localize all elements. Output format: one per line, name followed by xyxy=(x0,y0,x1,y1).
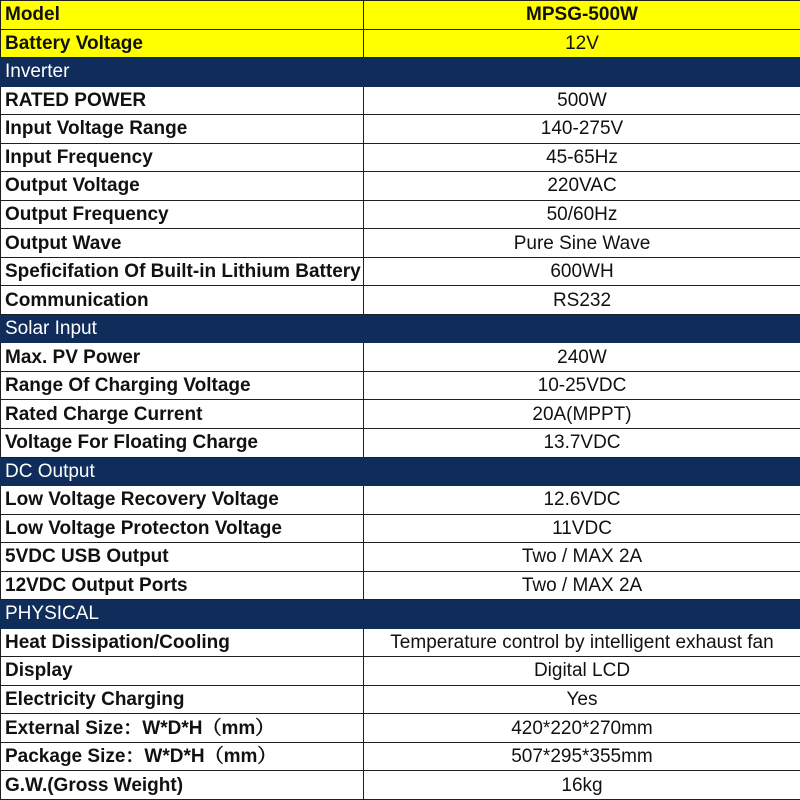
spec-value: Two / MAX 2A xyxy=(364,571,800,600)
spec-table-body xyxy=(1,1,800,800)
model-label: Model xyxy=(1,1,364,30)
section-title: DC Output xyxy=(1,457,800,486)
spec-row xyxy=(1,543,800,572)
spec-label: Communication xyxy=(1,286,364,315)
spec-label: Output Frequency xyxy=(1,200,364,229)
model-row xyxy=(1,1,800,30)
spec-label: Package Size：W*D*H（mm） xyxy=(1,742,364,771)
spec-value: Yes xyxy=(364,685,800,714)
spec-row xyxy=(1,115,800,144)
spec-label: External Size：W*D*H（mm） xyxy=(1,714,364,743)
spec-row xyxy=(1,229,800,258)
spec-label: Low Voltage Protecton Voltage xyxy=(1,514,364,543)
spec-value: 420*220*270mm xyxy=(364,714,800,743)
spec-row xyxy=(1,714,800,743)
spec-row xyxy=(1,200,800,229)
section-title: PHYSICAL xyxy=(1,600,800,629)
spec-value: 500W xyxy=(364,86,800,115)
model-value: MPSG-500W xyxy=(364,1,800,30)
spec-value: 600WH xyxy=(364,257,800,286)
spec-value: Digital LCD xyxy=(364,657,800,686)
spec-row xyxy=(1,771,800,800)
spec-label: Rated Charge Current xyxy=(1,400,364,429)
spec-row xyxy=(1,143,800,172)
spec-row xyxy=(1,86,800,115)
spec-label: Output Voltage xyxy=(1,172,364,201)
spec-label: Speficifation Of Built-in Lithium Battery xyxy=(1,257,364,286)
spec-value: Pure Sine Wave xyxy=(364,229,800,258)
spec-value: Temperature control by intelligent exhaust fan xyxy=(364,628,800,657)
spec-value: 240W xyxy=(364,343,800,372)
spec-label: Heat Dissipation/Cooling xyxy=(1,628,364,657)
spec-value: 50/60Hz xyxy=(364,200,800,229)
spec-value: 20A(MPPT) xyxy=(364,400,800,429)
spec-label: Voltage For Floating Charge xyxy=(1,428,364,457)
spec-row xyxy=(1,257,800,286)
spec-label: Max. PV Power xyxy=(1,343,364,372)
spec-value: 11VDC xyxy=(364,514,800,543)
battery-voltage-value: 12V xyxy=(364,29,800,58)
spec-value: 16kg xyxy=(364,771,800,800)
spec-row xyxy=(1,742,800,771)
spec-row xyxy=(1,371,800,400)
spec-label: Input Voltage Range xyxy=(1,115,364,144)
section-title: Solar Input xyxy=(1,314,800,343)
spec-row xyxy=(1,685,800,714)
section-header-dc-output xyxy=(1,457,800,486)
spec-row xyxy=(1,514,800,543)
spec-value: 10-25VDC xyxy=(364,371,800,400)
section-header-physical xyxy=(1,600,800,629)
spec-label: Electricity Charging xyxy=(1,685,364,714)
spec-label: RATED POWER xyxy=(1,86,364,115)
spec-value: 13.7VDC xyxy=(364,428,800,457)
spec-row xyxy=(1,343,800,372)
spec-row xyxy=(1,400,800,429)
spec-value: Two / MAX 2A xyxy=(364,543,800,572)
spec-label: G.W.(Gross Weight) xyxy=(1,771,364,800)
spec-value: 45-65Hz xyxy=(364,143,800,172)
spec-row xyxy=(1,428,800,457)
section-header-solar-input xyxy=(1,314,800,343)
spec-value: 12.6VDC xyxy=(364,486,800,515)
spec-label: Input Frequency xyxy=(1,143,364,172)
spec-row xyxy=(1,286,800,315)
spec-value: 220VAC xyxy=(364,172,800,201)
spec-value: 507*295*355mm xyxy=(364,742,800,771)
section-header-inverter xyxy=(1,58,800,87)
spec-label: 5VDC USB Output xyxy=(1,543,364,572)
spec-label: Low Voltage Recovery Voltage xyxy=(1,486,364,515)
spec-value: 140-275V xyxy=(364,115,800,144)
spec-row xyxy=(1,628,800,657)
spec-value: RS232 xyxy=(364,286,800,315)
spec-row xyxy=(1,657,800,686)
spec-label: Output Wave xyxy=(1,229,364,258)
battery-voltage-label: Battery Voltage xyxy=(1,29,364,58)
spec-label: Range Of Charging Voltage xyxy=(1,371,364,400)
spec-row xyxy=(1,571,800,600)
spec-row xyxy=(1,172,800,201)
section-title: Inverter xyxy=(1,58,800,87)
spec-label: 12VDC Output Ports xyxy=(1,571,364,600)
battery-voltage-row xyxy=(1,29,800,58)
spec-row xyxy=(1,486,800,515)
spec-label: Display xyxy=(1,657,364,686)
